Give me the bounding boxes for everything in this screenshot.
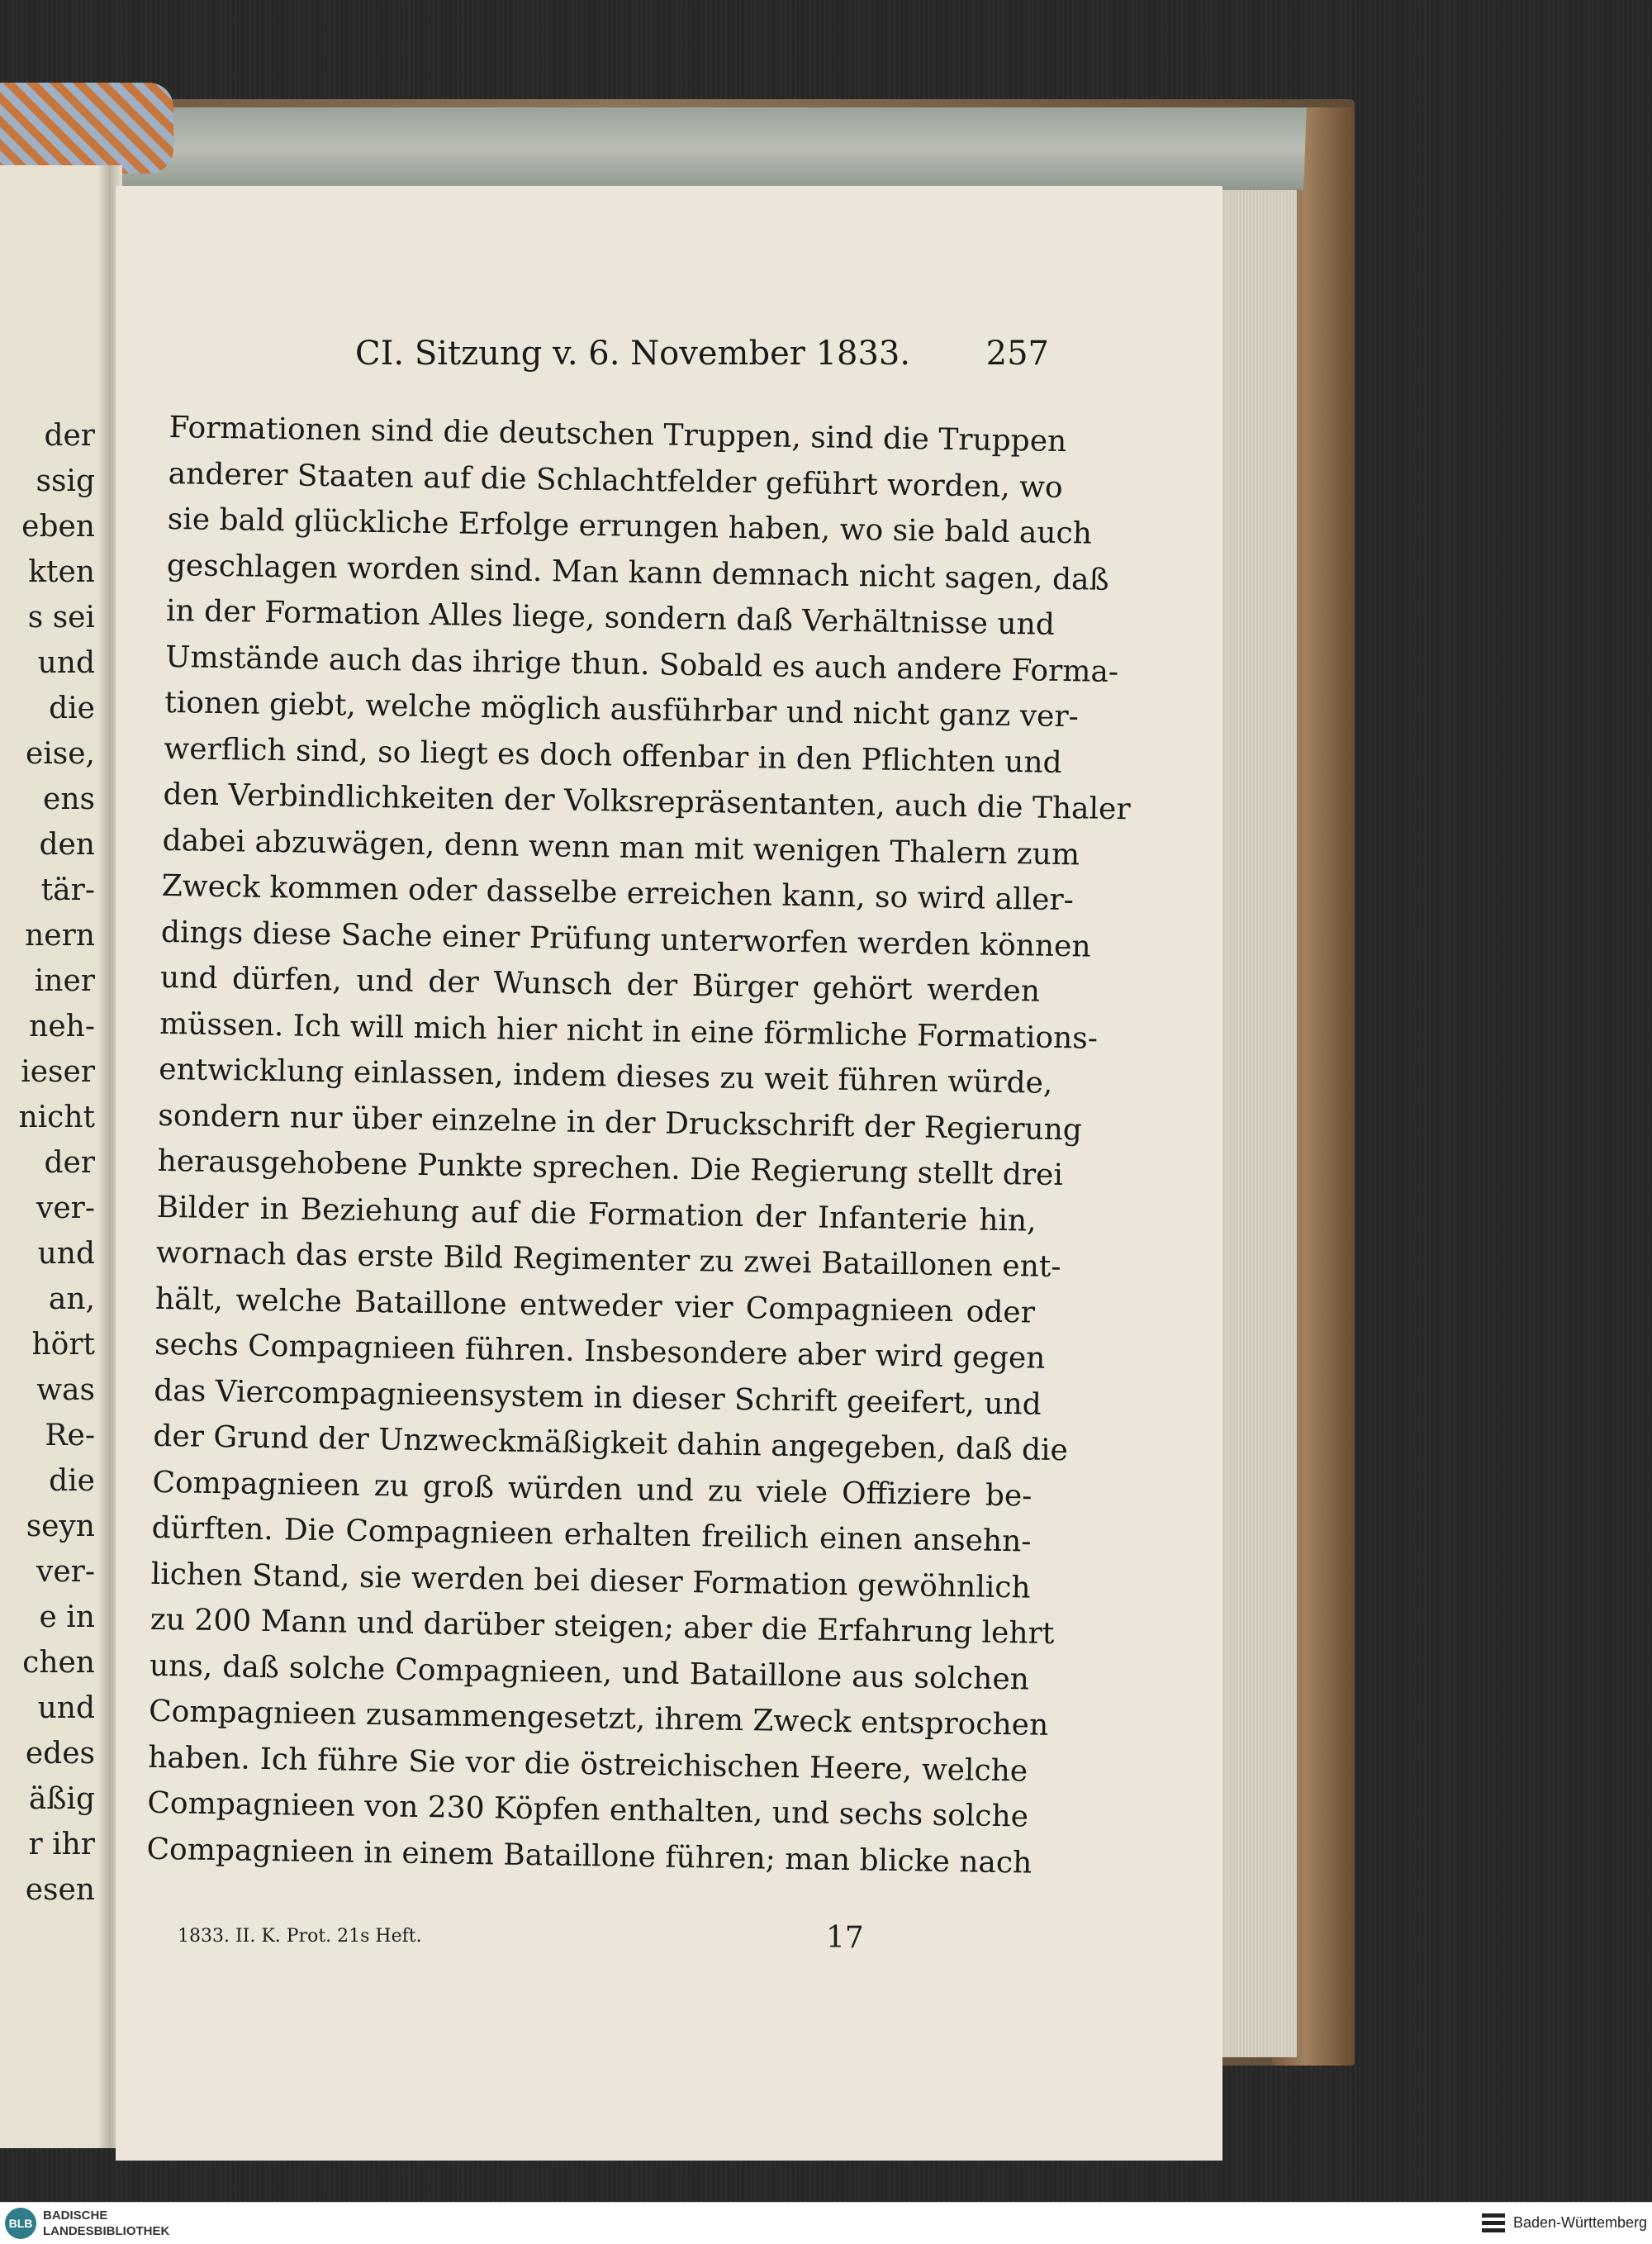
body-line: tionen giebt, welche möglich ausführbar und nicht ganz ver- bbox=[164, 685, 1080, 735]
body-line: sechs Compagnieen führen. Insbesondere aber wird gegen bbox=[154, 1327, 1046, 1376]
body-line: Bilder in Beziehung auf die Formation der Infanterie hin, bbox=[156, 1190, 1037, 1238]
left-page-fragment: r ihr bbox=[28, 1828, 95, 1861]
body-line: sondern nur über einzelne in der Druckschrift der Regierung bbox=[158, 1098, 1083, 1147]
signature-number: 17 bbox=[826, 1921, 864, 1955]
body-line: zu 200 Mann und darüber steigen; aber die Erfahrung lehrt bbox=[150, 1602, 1055, 1652]
body-line: dings diese Sache einer Prüfung unterworfen werden können bbox=[160, 915, 1091, 964]
body-line: wornach das erste Bild Regimenter zu zwei Bataillonen ent- bbox=[155, 1235, 1061, 1285]
left-page-fragment: chen bbox=[22, 1646, 95, 1680]
left-page-fragment: der bbox=[44, 1146, 95, 1180]
left-page-fragment: die bbox=[49, 692, 95, 725]
left-page-fragment: die bbox=[49, 1464, 95, 1498]
left-page-fragment: ver- bbox=[36, 1555, 95, 1589]
body-line: das Viercompagnieensystem in dieser Schrift geeifert, und bbox=[153, 1373, 1042, 1422]
left-page-fragment: seyn bbox=[26, 1509, 95, 1543]
body-line: müssen. Ich will mich hier nicht in eine förmliche Formations- bbox=[159, 1006, 1099, 1056]
body-line: und dürfen, und der Wunsch der Bürger gehört werden bbox=[159, 960, 1041, 1009]
left-page-fragment: neh- bbox=[29, 1010, 95, 1044]
left-page-fragment: hört bbox=[31, 1328, 95, 1362]
body-line: sie bald glückliche Erfolge errungen haben, wo sie bald auch bbox=[167, 502, 1093, 551]
body-line: den Verbindlichkeiten der Volksrepräsentanten, auch die Thaler bbox=[163, 777, 1131, 827]
left-page-fragment: Re- bbox=[45, 1419, 95, 1452]
body-line: anderer Staaten auf die Schlachtfelder geführt worden, wo bbox=[168, 456, 1063, 505]
left-page-fragment: äßig bbox=[28, 1782, 95, 1816]
body-line: in der Formation Alles liege, sondern daß Verhältnisse und bbox=[165, 593, 1056, 642]
left-page-fragment: den bbox=[39, 828, 95, 862]
left-page-fragment: und bbox=[37, 1691, 95, 1725]
left-page-fragment: edes bbox=[25, 1737, 95, 1771]
left-page-fragment: s sei bbox=[27, 601, 95, 635]
body-line: Compagnieen zusammengesetzt, ihrem Zweck entsprochen bbox=[148, 1694, 1049, 1742]
left-page-fragment: ieser bbox=[21, 1055, 95, 1089]
body-line: haben. Ich führe Sie vor die östreichischen Heere, welche bbox=[147, 1740, 1028, 1789]
blb-name bbox=[43, 2208, 169, 2239]
body-line: Compagnieen von 230 Köpfen enthalten, und sechs solche bbox=[147, 1785, 1029, 1834]
book-top-edge bbox=[114, 107, 1306, 190]
body-text bbox=[146, 405, 1131, 1886]
left-page-fragment: und bbox=[37, 1237, 95, 1271]
page-number: 257 bbox=[985, 335, 1049, 373]
body-line: uns, daß solche Compagnieen, und Bataillone aus solchen bbox=[149, 1648, 1030, 1697]
body-line: geschlagen worden sind. Man kann demnach nicht sagen, daß bbox=[166, 548, 1109, 597]
body-line: herausgehobene Punkte sprechen. Die Regierung stellt drei bbox=[157, 1143, 1064, 1193]
body-line: lichen Stand, sie werden bei dieser Formation gewöhnlich bbox=[150, 1557, 1031, 1605]
blb-name-line2: LANDESBIBLIOTHEK bbox=[43, 2224, 170, 2238]
blb-logo-icon: BLB bbox=[5, 2208, 36, 2239]
left-page-text-fragments bbox=[0, 413, 95, 1913]
left-page-fragment: der bbox=[44, 419, 95, 453]
left-page-fragment: nicht bbox=[18, 1101, 95, 1134]
body-line: entwicklung einlassen, indem dieses zu weit führen würde, bbox=[159, 1052, 1053, 1101]
left-page-fragment: iner bbox=[34, 964, 95, 998]
left-page-fragment: und bbox=[37, 646, 95, 680]
left-page-fragment: nern bbox=[25, 919, 95, 953]
body-line: Formationen sind die deutschen Truppen, sind die Truppen bbox=[169, 410, 1067, 459]
left-page-fragment: eben bbox=[21, 510, 95, 544]
left-page-fragment: e in bbox=[39, 1600, 95, 1634]
left-page-fragment: eise, bbox=[25, 737, 95, 771]
left-page-fragment: ens bbox=[43, 782, 95, 816]
institution-bar bbox=[0, 2202, 1652, 2244]
body-line: dabei abzuwägen, denn wenn man mit wenigen Thalern zum bbox=[162, 823, 1080, 872]
blb-name-line1: BADISCHE bbox=[43, 2208, 108, 2223]
body-line: werflich sind, so liegt es doch offenbar in den Pflichten und bbox=[164, 731, 1062, 780]
body-line: Umstände auch das ihrige thun. Sobald es auch andere Forma- bbox=[164, 639, 1119, 689]
body-line: Compagnieen zu groß würden und zu viele Offiziere be- bbox=[152, 1465, 1032, 1514]
left-page-fragment: esen bbox=[25, 1873, 95, 1907]
headband bbox=[0, 83, 173, 174]
baden-wuerttemberg-logo-icon bbox=[1480, 2211, 1507, 2236]
left-page-fragment: kten bbox=[28, 555, 95, 589]
body-line: hält, welche Bataillone entweder vier Compagnieen oder bbox=[154, 1281, 1036, 1330]
body-line: Zweck kommen oder dasselbe erreichen kann, so wird aller- bbox=[161, 868, 1075, 918]
left-page-fragment: ssig bbox=[36, 464, 95, 498]
left-page-fragment: tär- bbox=[40, 873, 95, 907]
body-line: Compagnieen in einem Bataillone führen; man blicke nach bbox=[146, 1832, 1032, 1880]
page-footer bbox=[178, 1921, 921, 1954]
signature-note: 1833. II. K. Prot. 21s Heft. bbox=[178, 1926, 422, 1947]
running-header bbox=[355, 335, 1049, 384]
header-title: CI. Sitzung v. 6. November 1833. bbox=[355, 335, 911, 373]
left-page-fragment: was bbox=[36, 1373, 95, 1407]
body-line: der Grund der Unzweckmäßigkeit dahin angegeben, daß die bbox=[153, 1419, 1069, 1468]
baden-wuerttemberg-name: Baden-Württemberg bbox=[1513, 2214, 1648, 2231]
left-page-fragment: an, bbox=[48, 1282, 95, 1316]
body-line: dürften. Die Compagnieen erhalten freilich einen ansehn- bbox=[151, 1510, 1032, 1559]
left-page-fragment: ver- bbox=[36, 1191, 95, 1225]
